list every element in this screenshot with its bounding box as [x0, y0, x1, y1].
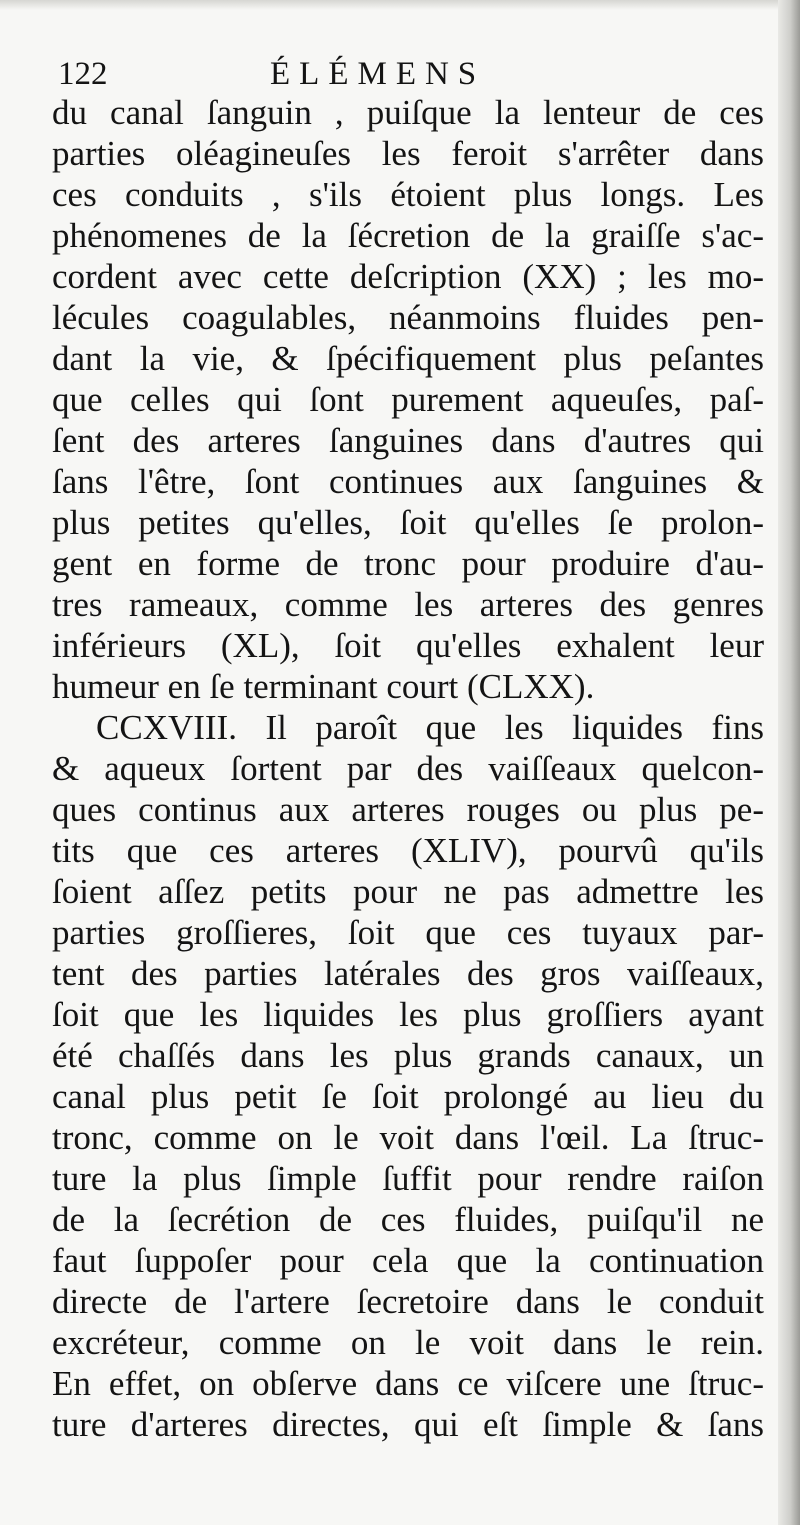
- text-line: parties groſſieres, ſoit que ces tuyaux par-: [52, 913, 764, 952]
- text-line: directe de l'artere ſecretoire dans le conduit: [52, 1282, 764, 1321]
- page-top-shadow: [0, 0, 800, 10]
- text-line: tres rameaux, comme les arteres des genres: [52, 585, 764, 624]
- page-header: [58, 50, 758, 94]
- text-line: ſoit que les liquides les plus groſſiers ayant: [52, 995, 764, 1034]
- text-line: dant la vie, & ſpécifiquement plus peſantes: [52, 339, 764, 378]
- page-number: 122: [58, 56, 108, 92]
- text-line: du canal ſanguin , puiſque la lenteur de ces: [52, 93, 764, 132]
- text-line: de la ſecrétion de ces fluides, puiſqu'il ne: [52, 1200, 764, 1239]
- text-line: inférieurs (XL), ſoit qu'elles exhalent leur: [52, 626, 764, 665]
- text-line: ſoient aſſez petits pour ne pas admettre les: [52, 872, 764, 911]
- text-line: excréteur, comme on le voit dans le rein.: [52, 1323, 764, 1362]
- text-line: gent en forme de tronc pour produire d'au-: [52, 544, 764, 583]
- text-line: cordent avec cette deſcription (XX) ; les mo-: [52, 257, 764, 296]
- text-line: canal plus petit ſe ſoit prolongé au lieu du: [52, 1077, 764, 1116]
- paragraph-start-line: CCXVIII. Il paroît que les liquides fins: [96, 708, 764, 747]
- running-head: ÉLÉMENS: [270, 56, 486, 92]
- body-text: [52, 92, 764, 1445]
- page-binding-edge: [778, 0, 800, 1525]
- text-line: parties oléagineuſes les feroit s'arrêter dans: [52, 134, 764, 173]
- text-line: été chaſſés dans les plus grands canaux, un: [52, 1036, 764, 1075]
- text-line: ſans l'être, ſont continues aux ſanguines &: [52, 462, 764, 501]
- text-line: En effet, on obſerve dans ce viſcere une ſtruc-: [52, 1364, 764, 1403]
- text-line: tent des parties latérales des gros vaiſſeaux,: [52, 954, 764, 993]
- text-line: ture d'arteres directes, qui eſt ſimple & ſans: [52, 1405, 764, 1444]
- text-line: plus petites qu'elles, ſoit qu'elles ſe prolon-: [52, 503, 764, 542]
- text-line: ces conduits , s'ils étoient plus longs. Les: [52, 175, 764, 214]
- text-line: faut ſuppoſer pour cela que la continuation: [52, 1241, 764, 1280]
- text-line: lécules coagulables, néanmoins fluides pen-: [52, 298, 764, 337]
- text-line: ſent des arteres ſanguines dans d'autres qui: [52, 421, 764, 460]
- text-line: ture la plus ſimple ſuffit pour rendre raiſon: [52, 1159, 764, 1198]
- text-line: tronc, comme on le voit dans l'œil. La ſtruc-: [52, 1118, 764, 1157]
- text-line: ques continus aux arteres rouges ou plus pe-: [52, 790, 764, 829]
- text-line: tits que ces arteres (XLIV), pourvû qu'ils: [52, 831, 764, 870]
- text-line: phénomenes de la ſécretion de la graiſſe s'ac-: [52, 216, 764, 255]
- paragraph-end-line: humeur en ſe terminant court (CLXX).: [52, 667, 595, 706]
- text-line: & aqueux ſortent par des vaiſſeaux quelcon-: [52, 749, 764, 788]
- text-line: que celles qui ſont purement aqueuſes, paſ-: [52, 380, 764, 419]
